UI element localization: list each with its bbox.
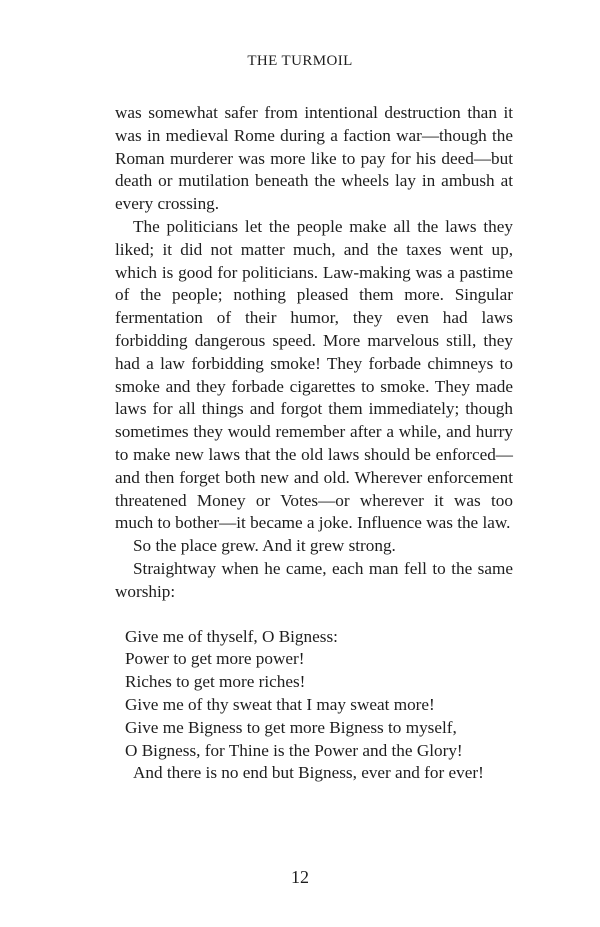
verse-line: O Bigness, for Thine is the Power and the Glory! [125,740,463,760]
paragraph-straightway: Straightway when he came, each man fell to the same worship: [115,558,513,601]
verse-line: Give me Bigness to get more Bigness to myself, [125,717,457,737]
verse-line: Riches to get more riches! [125,672,306,692]
verse-line: Power to get more power! [125,649,305,669]
paragraph-continuation: was somewhat safer from intentional destruction than it was in medieval Rome during a faction war—though the Roman murderer was more like to pay for his deed—but death or mutilation beneath the wheels lay in ambush at every crossing. [115,103,513,214]
verse-line: And there is no end but Bigness, ever and for ever! [133,763,484,783]
running-header: THE TURMOIL [247,53,353,69]
paragraph-place-grew: So the place grew. And it grew strong. [133,536,396,556]
verse-block [125,626,513,786]
page-number: 12 [291,867,309,887]
verse-line: Give me of thy sweat that I may sweat more! [125,694,435,714]
verse-line: Give me of thyself, O Bigness: [125,626,338,646]
paragraph-politicians: The politicians let the people make all the laws they liked; it did not matter much, and the taxes went up, which is good for politicians. Law-making was a pastime of the people; nothing pleased them more. Singular fermentation of their humor, they even had laws forbidding dangerous speed. More marvelous still, they had a law forbidding smoke! They forbade chimneys to smoke and they forbade cigarettes to smoke. They made laws for all things and forgot them immediately; though sometimes they would remember after a while, and hurry to make new laws that the old laws should be enforced—and then forget both new and old. Wherever enforcement threatened Money or Votes—or wherever it was too much to bother—it became a joke. Influence was the law. [115,216,513,533]
body-text [115,102,513,785]
